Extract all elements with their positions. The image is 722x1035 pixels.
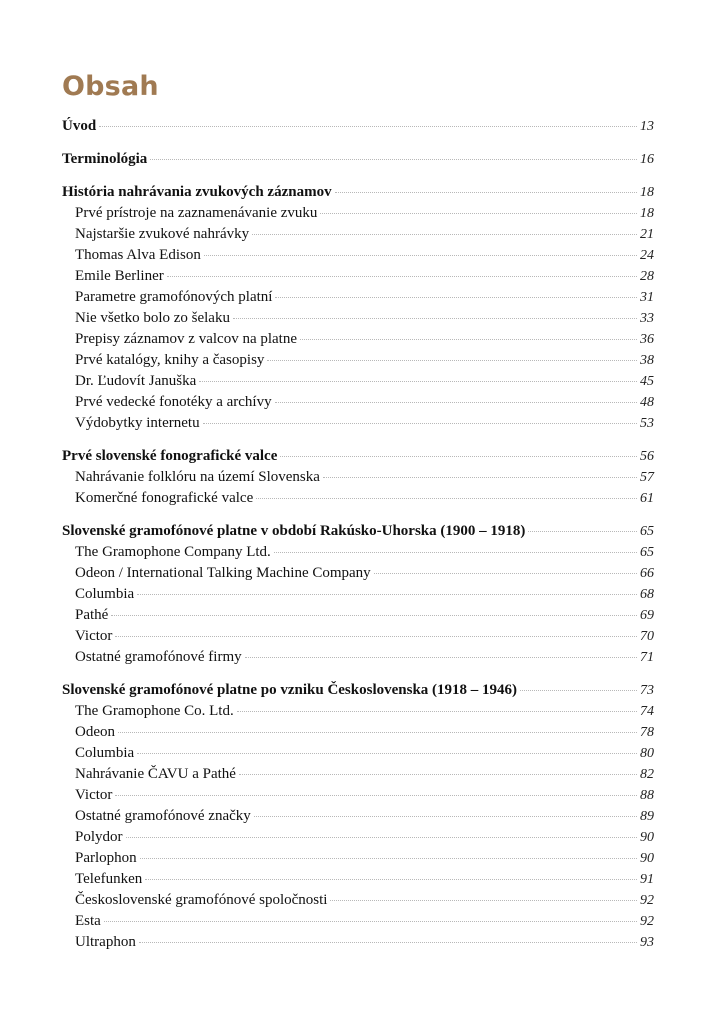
toc-entry-label: Esta xyxy=(75,913,101,929)
toc-subchapter-entry[interactable] xyxy=(62,467,654,488)
toc-entry-label: História nahrávania zvukových záznamov xyxy=(62,184,332,200)
dot-leader xyxy=(300,339,637,340)
dot-leader xyxy=(118,732,637,733)
toc-entry-label: Prvé katalógy, knihy a časopisy xyxy=(75,352,265,368)
toc-entry-label: Columbia xyxy=(75,745,135,761)
page-title: Obsah xyxy=(62,71,159,102)
toc-subchapter-entry[interactable] xyxy=(62,488,654,509)
dot-leader xyxy=(275,402,637,403)
toc-page-number: 93 xyxy=(640,935,654,950)
toc-entry-label: Slovenské gramofónové platne po vzniku Československa (1918 – 1946) xyxy=(62,682,518,698)
dot-leader xyxy=(167,276,637,277)
toc-entry-label: Komerčné fonografické valce xyxy=(75,490,254,506)
toc-entry-label: Emile Berliner xyxy=(75,268,164,284)
toc-subchapter-entry[interactable] xyxy=(62,848,654,869)
dot-leader xyxy=(323,477,637,478)
toc-page-number: 90 xyxy=(640,830,654,845)
toc-page-number: 38 xyxy=(640,353,654,368)
toc-page-number: 28 xyxy=(640,269,654,284)
toc-page-number: 92 xyxy=(640,914,654,929)
dot-leader xyxy=(528,531,637,532)
dot-leader xyxy=(115,636,637,637)
table-of-contents-page xyxy=(62,70,654,965)
dot-leader xyxy=(199,381,637,382)
toc-entry-label: Columbia xyxy=(75,586,135,602)
dot-leader xyxy=(99,126,637,127)
toc-page-number: 61 xyxy=(640,491,654,506)
dot-leader xyxy=(137,753,637,754)
dot-leader xyxy=(267,360,637,361)
dot-leader xyxy=(245,657,637,658)
toc-entry-label: Prvé vedecké fonotéky a archívy xyxy=(75,394,272,410)
dot-leader xyxy=(252,234,637,235)
toc-chapter-entry[interactable] xyxy=(62,521,654,542)
toc-entry-label: Ultraphon xyxy=(75,934,136,950)
toc-entry-label: Prepisy záznamov z valcov na platne xyxy=(75,331,297,347)
toc-entry-label: Dr. Ľudovít Januška xyxy=(75,373,197,389)
toc-subchapter-entry[interactable] xyxy=(62,743,654,764)
toc-section xyxy=(62,680,654,953)
dot-leader xyxy=(111,615,637,616)
toc-entry-label: Parametre gramofónových platní xyxy=(75,289,273,305)
toc-page-number: 18 xyxy=(640,185,654,200)
toc-page-number: 74 xyxy=(640,704,654,719)
dot-leader xyxy=(115,795,637,796)
toc-subchapter-entry[interactable] xyxy=(62,563,654,584)
toc-page-number: 21 xyxy=(640,227,654,242)
toc-entry-label: Pathé xyxy=(75,607,109,623)
toc-entry-label: The Gramophone Co. Ltd. xyxy=(75,703,234,719)
toc-subchapter-entry[interactable] xyxy=(62,392,654,413)
dot-leader xyxy=(280,456,637,457)
toc-entry-label: Nie všetko bolo zo šelaku xyxy=(75,310,230,326)
dot-leader xyxy=(145,879,637,880)
toc-page-number: 69 xyxy=(640,608,654,623)
toc-page-number: 82 xyxy=(640,767,654,782)
toc-page-number: 13 xyxy=(640,119,654,134)
toc-entry-label: Telefunken xyxy=(75,871,143,887)
toc-subchapter-entry[interactable] xyxy=(62,203,654,224)
dot-leader xyxy=(520,690,637,691)
toc-subchapter-entry[interactable] xyxy=(62,224,654,245)
dot-leader xyxy=(239,774,637,775)
toc-page-number: 36 xyxy=(640,332,654,347)
toc-subchapter-entry[interactable] xyxy=(62,266,654,287)
toc-subchapter-entry[interactable] xyxy=(62,605,654,626)
toc-subchapter-entry[interactable] xyxy=(62,722,654,743)
toc-subchapter-entry[interactable] xyxy=(62,647,654,668)
toc-page-number: 92 xyxy=(640,893,654,908)
toc-subchapter-entry[interactable] xyxy=(62,584,654,605)
toc-subchapter-entry[interactable] xyxy=(62,890,654,911)
toc-section xyxy=(62,149,654,170)
toc-page-number: 66 xyxy=(640,566,654,581)
toc-page-number: 89 xyxy=(640,809,654,824)
toc-entry-label: Odeon / International Talking Machine Company xyxy=(75,565,371,581)
toc-subchapter-entry[interactable] xyxy=(62,371,654,392)
toc-page-number: 78 xyxy=(640,725,654,740)
toc-entry-label: The Gramophone Company Ltd. xyxy=(75,544,271,560)
toc-section xyxy=(62,446,654,509)
toc-page-number: 73 xyxy=(640,683,654,698)
toc-page-number: 53 xyxy=(640,416,654,431)
toc-page-number: 57 xyxy=(640,470,654,485)
toc-subchapter-entry[interactable] xyxy=(62,542,654,563)
dot-leader xyxy=(275,297,637,298)
dot-leader xyxy=(237,711,637,712)
toc-entry-label: Terminológia xyxy=(62,151,148,167)
toc-page-number: 80 xyxy=(640,746,654,761)
toc-section xyxy=(62,521,654,668)
toc-entry-label: Ostatné gramofónové firmy xyxy=(75,649,242,665)
toc-subchapter-entry[interactable] xyxy=(62,869,654,890)
toc-page-number: 65 xyxy=(640,545,654,560)
toc-entry-label: Victor xyxy=(75,787,113,803)
toc-page-number: 16 xyxy=(640,152,654,167)
toc-entry-label: Výdobytky internetu xyxy=(75,415,200,431)
toc-page-number: 88 xyxy=(640,788,654,803)
toc-entry-label: Victor xyxy=(75,628,113,644)
toc-entry-label: Parlophon xyxy=(75,850,137,866)
dot-leader xyxy=(320,213,637,214)
toc-chapter-entry[interactable] xyxy=(62,446,654,467)
toc-page-number: 24 xyxy=(640,248,654,263)
toc-page-number: 18 xyxy=(640,206,654,221)
toc-page-number: 31 xyxy=(640,290,654,305)
dot-leader xyxy=(374,573,637,574)
dot-leader xyxy=(335,192,637,193)
dot-leader xyxy=(254,816,637,817)
toc-page-number: 56 xyxy=(640,449,654,464)
toc-entry-label: Nahrávanie ČAVU a Pathé xyxy=(75,766,236,782)
toc-subchapter-entry[interactable] xyxy=(62,806,654,827)
toc-entry-label: Úvod xyxy=(62,118,97,134)
dot-leader xyxy=(233,318,637,319)
toc-entry-label: Prvé prístroje na zaznamenávanie zvuku xyxy=(75,205,318,221)
dot-leader xyxy=(150,159,637,160)
toc-entry-label: Prvé slovenské fonografické valce xyxy=(62,448,278,464)
dot-leader xyxy=(330,900,637,901)
toc-entry-label: Polydor xyxy=(75,829,123,845)
dot-leader xyxy=(274,552,637,553)
dot-leader xyxy=(139,942,637,943)
dot-leader xyxy=(140,858,637,859)
dot-leader xyxy=(137,594,637,595)
toc-section xyxy=(62,116,654,137)
toc-entry-label: Thomas Alva Edison xyxy=(75,247,201,263)
toc-chapter-entry[interactable] xyxy=(62,149,654,170)
toc-subchapter-entry[interactable] xyxy=(62,785,654,806)
toc-subchapter-entry[interactable] xyxy=(62,932,654,953)
dot-leader xyxy=(203,423,637,424)
toc-entry-label: Československé gramofónové spoločnosti xyxy=(75,892,328,908)
toc-subchapter-entry[interactable] xyxy=(62,764,654,785)
toc-subchapter-entry[interactable] xyxy=(62,827,654,848)
toc-page-number: 68 xyxy=(640,587,654,602)
toc-page-number: 45 xyxy=(640,374,654,389)
toc-subchapter-entry[interactable] xyxy=(62,413,654,434)
toc-chapter-entry[interactable] xyxy=(62,680,654,701)
toc-list xyxy=(62,116,654,953)
toc-page-number: 70 xyxy=(640,629,654,644)
toc-subchapter-entry[interactable] xyxy=(62,329,654,350)
dot-leader xyxy=(256,498,637,499)
toc-subchapter-entry[interactable] xyxy=(62,287,654,308)
toc-page-number: 91 xyxy=(640,872,654,887)
toc-page-number: 33 xyxy=(640,311,654,326)
dot-leader xyxy=(126,837,637,838)
toc-entry-label: Ostatné gramofónové značky xyxy=(75,808,251,824)
toc-subchapter-entry[interactable] xyxy=(62,701,654,722)
toc-entry-label: Slovenské gramofónové platne v období Rakúsko-Uhorska (1900 – 1918) xyxy=(62,523,526,539)
toc-subchapter-entry[interactable] xyxy=(62,308,654,329)
toc-section xyxy=(62,182,654,434)
toc-entry-label: Najstaršie zvukové nahrávky xyxy=(75,226,250,242)
toc-page-number: 71 xyxy=(640,650,654,665)
toc-chapter-entry[interactable] xyxy=(62,116,654,137)
dot-leader xyxy=(104,921,637,922)
toc-subchapter-entry[interactable] xyxy=(62,245,654,266)
toc-subchapter-entry[interactable] xyxy=(62,626,654,647)
toc-page-number: 65 xyxy=(640,524,654,539)
toc-subchapter-entry[interactable] xyxy=(62,350,654,371)
toc-entry-label: Nahrávanie folklóru na území Slovenska xyxy=(75,469,320,485)
toc-chapter-entry[interactable] xyxy=(62,182,654,203)
toc-entry-label: Odeon xyxy=(75,724,115,740)
toc-page-number: 90 xyxy=(640,851,654,866)
dot-leader xyxy=(204,255,637,256)
toc-page-number: 48 xyxy=(640,395,654,410)
toc-subchapter-entry[interactable] xyxy=(62,911,654,932)
